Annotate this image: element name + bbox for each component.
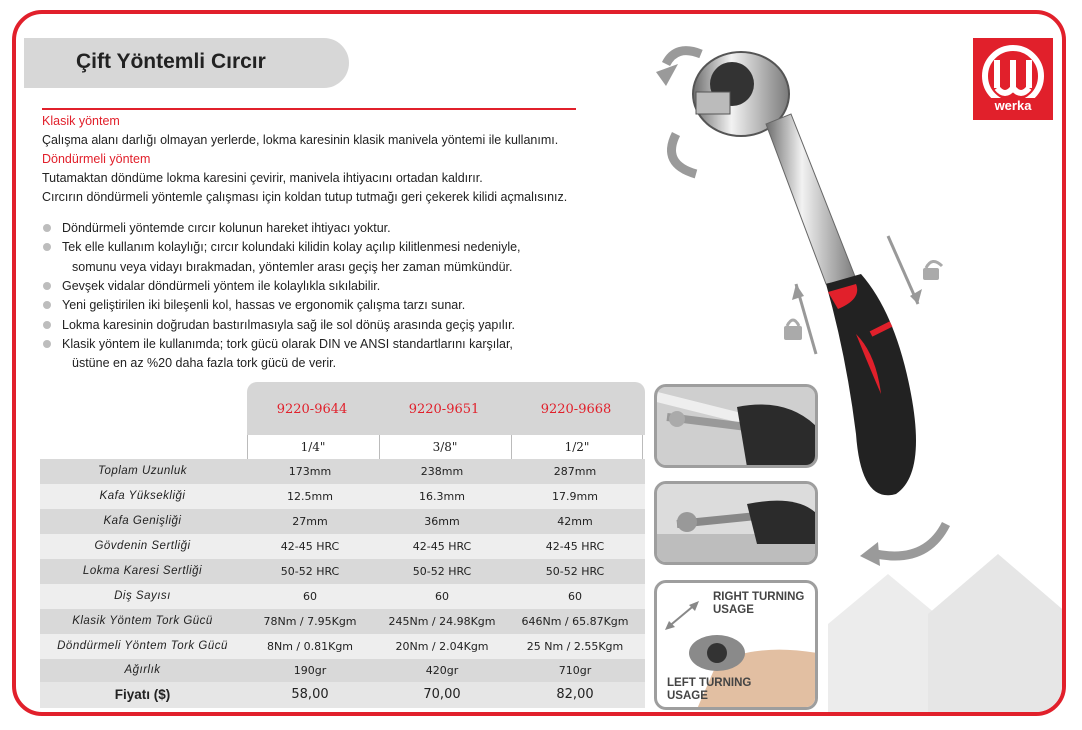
cell: 245Nm / 24.98Kgm <box>388 615 496 628</box>
row-label: Lokma Karesi Sertliği <box>82 565 203 577</box>
bullet-dot <box>43 243 51 251</box>
cell: 420gr <box>425 664 459 677</box>
cell: 50-52 HRC <box>545 565 605 578</box>
usage-photo-2 <box>654 481 818 565</box>
table-row <box>40 459 645 484</box>
table-header <box>247 382 645 435</box>
product-code: 9220-9644 <box>276 402 348 417</box>
feature-bullet: Gevşek vidalar döndürmeli yöntem ile kolaylıkla sıkılabilir. <box>62 277 380 296</box>
cell: 42mm <box>557 515 593 528</box>
cell: 60 <box>303 590 317 603</box>
left-turning-label: LEFT TURNING USAGE <box>667 677 752 702</box>
row-label: Ağırlık <box>124 664 161 676</box>
drive-size: 1/2" <box>511 435 643 459</box>
table-row <box>40 559 645 584</box>
table-row <box>40 534 645 559</box>
cell: 60 <box>568 590 582 603</box>
table-row <box>40 634 645 659</box>
rotary-method-text-2: Cırcırın döndürmeli yöntemle çalışması için koldan tutup tutmağı geri çekerek kilidi açmalısınız. <box>42 190 568 204</box>
cell: 27mm <box>292 515 328 528</box>
bullet-dot <box>43 282 51 290</box>
cell: 36mm <box>424 515 460 528</box>
feature-bullet: Klasik yöntem ile kullanımda; tork gücü olarak DIN ve ANSI standartlarını karşılar, <box>62 335 513 354</box>
cell: 287mm <box>553 465 597 478</box>
cell: 50-52 HRC <box>280 565 340 578</box>
price-value: 82,00 <box>556 687 594 702</box>
cell: 16.3mm <box>419 490 465 503</box>
row-label: Gövdenin Sertliği <box>94 540 191 552</box>
cell: 60 <box>435 590 449 603</box>
usage-photo-1 <box>654 384 818 468</box>
cell: 8Nm / 0.81Kgm <box>266 640 354 653</box>
page-title: Çift Yöntemli Cırcır <box>76 50 266 73</box>
row-label: Diş Sayısı <box>114 590 171 602</box>
feature-bullet-continued: somunu veya vidayı bırakmadan, yöntemler arası geçiş her zaman mümkündür. <box>72 260 513 274</box>
house-silhouette <box>828 554 1066 716</box>
table-row <box>40 484 645 509</box>
drive-size: 1/4" <box>247 435 378 459</box>
rotary-method-text-1: Tutamaktan döndüme lokma karesini çevirir, manivela ihtiyacını ortadan kaldırır. <box>42 171 483 185</box>
cell: 78Nm / 7.95Kgm <box>263 615 357 628</box>
classic-method-text: Çalışma alanı darlığı olmayan yerlerde, lokma karesinin klasik manivela yöntemi ile kullanımı. <box>42 133 559 147</box>
drive-size: 3/8" <box>379 435 510 459</box>
table-row <box>40 609 645 634</box>
price-label: Fiyatı ($) <box>114 687 171 702</box>
size-row <box>247 435 645 459</box>
bullet-dot <box>43 340 51 348</box>
feature-bullet: Tek elle kullanım kolaylığı; cırcır kolundaki kilidin kolay açılıp kilitlenmesi nedeniyle, <box>62 238 521 257</box>
price-value: 70,00 <box>423 687 461 702</box>
werka-logo <box>973 38 1053 120</box>
cell: 710gr <box>558 664 592 677</box>
cell: 42-45 HRC <box>545 540 605 553</box>
page-frame <box>12 10 1066 716</box>
feature-bullet: Yeni geliştirilen iki bileşenli kol, hassas ve ergonomik çalışma tarzı sunar. <box>62 296 465 315</box>
cell: 17.9mm <box>552 490 598 503</box>
cell: 12.5mm <box>287 490 333 503</box>
rotary-method-heading: Döndürmeli yöntem <box>42 152 151 166</box>
table-row <box>40 584 645 609</box>
cell: 20Nm / 2.04Kgm <box>395 640 489 653</box>
bullet-dot <box>43 301 51 309</box>
feature-bullet: Lokma karesinin doğrudan bastırılmasıyla sağ ile sol dönüş arasında geçiş yapılır. <box>62 316 515 335</box>
price-value: 58,00 <box>291 687 329 702</box>
row-label: Kafa Yüksekliği <box>99 490 186 502</box>
feature-bullet-continued: üstüne en az %20 daha fazla tork gücü de verir. <box>72 356 337 370</box>
product-code: 9220-9651 <box>408 402 480 417</box>
cell: 50-52 HRC <box>412 565 472 578</box>
row-label: Klasik Yöntem Tork Gücü <box>72 615 213 627</box>
product-code: 9220-9668 <box>540 402 612 417</box>
classic-method-heading: Klasik yöntem <box>42 114 120 128</box>
bullet-dot <box>43 321 51 329</box>
title-banner <box>24 38 349 88</box>
usage-photo-3 <box>654 580 818 710</box>
table-row <box>40 659 645 682</box>
cell: 238mm <box>420 465 464 478</box>
right-turning-label: RIGHT TURNING USAGE <box>713 591 805 616</box>
bullet-dot <box>43 224 51 232</box>
cell: 646Nm / 65.87Kgm <box>521 615 629 628</box>
title-divider <box>42 108 576 110</box>
row-label: Toplam Uzunluk <box>97 465 188 477</box>
brand-name: werka <box>994 98 1032 113</box>
cell: 42-45 HRC <box>412 540 472 553</box>
table-row <box>40 509 645 534</box>
price-row <box>40 682 645 708</box>
cell: 42-45 HRC <box>280 540 340 553</box>
cell: 190gr <box>293 664 327 677</box>
cell: 173mm <box>288 465 332 478</box>
cell: 25 Nm / 2.55Kgm <box>526 640 624 653</box>
row-label: Kafa Genişliği <box>103 515 182 527</box>
feature-bullet: Döndürmeli yöntemde cırcır kolunun hareket ihtiyacı yoktur. <box>62 219 391 238</box>
row-label: Döndürmeli Yöntem Tork Gücü <box>57 640 228 652</box>
